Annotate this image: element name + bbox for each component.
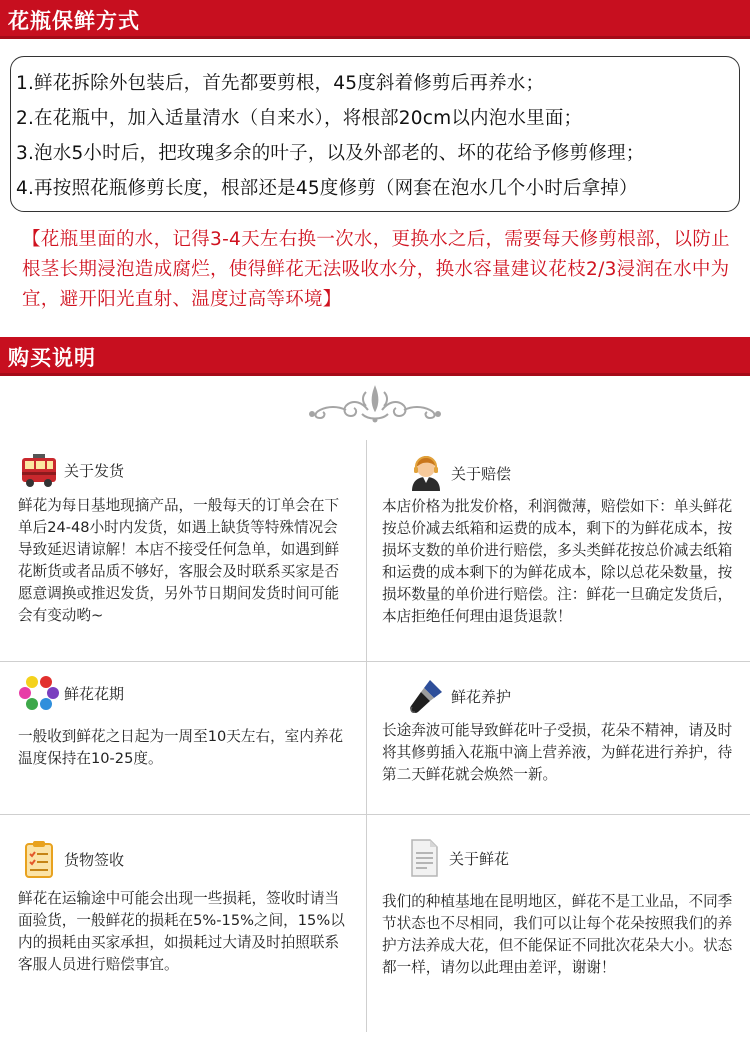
shipping-card-body: 鲜花为每日基地现摘产品，一般每天的订单会在下单后24-48小时内发货，如遇上缺货等特殊情况会导致延迟请谅解！本店不接受任何急单，如遇到鲜花断货或者品质不够好，客服会及时联系买家是否愿意调换或推迟发货，另外节日期间发货时间可能会有变动哟~: [18, 497, 340, 624]
grid-row-divider: [0, 661, 750, 662]
flower-period-card-header: [18, 672, 124, 714]
receipt-card-title: 货物签收: [64, 850, 125, 869]
document-icon: [403, 837, 445, 879]
color-dots-icon: [18, 672, 60, 714]
flower-care-card-body: 长途奔波可能导致鲜花叶子受损，花朵不精神，请及时将其修剪插入花瓶中滴上营养液，为鲜花进行养护，待第二天鲜花就会焕然一新。: [382, 722, 733, 783]
shipping-card-header: [18, 449, 124, 491]
care-step-2: 2.在花瓶中，加入适量清水（自来水），将根部20cm以内泡水里面；: [16, 108, 583, 129]
purchase-info-banner: [0, 337, 750, 376]
banner-underline: [0, 36, 750, 39]
compensation-card-header: [405, 452, 511, 494]
flower-period-card-title: 鲜花花期: [64, 684, 125, 703]
grid-row-divider: [0, 814, 750, 815]
clipboard-icon: [18, 838, 60, 880]
care-step-4: 4.再按照花瓶修剪长度，根部还是45度修剪（网套在泡水几个小时后拿掉）: [16, 178, 638, 199]
water-change-note: 【花瓶里面的水，记得3-4天左右换一次水，更换水之后，需要每天修剪根部，以防止根茎长期浸泡造成腐烂，使得鲜花无法吸收水分，换水容量建议花枝2/3浸润在水中为宜，避开阳光直射、温度过高等环境】: [22, 229, 730, 310]
banner-underline: [0, 373, 750, 376]
about-flowers-card-title: 关于鲜花: [449, 849, 510, 868]
ornament-divider-icon: [306, 380, 444, 426]
receipt-card-header: [18, 838, 124, 880]
customer-service-icon: [405, 452, 447, 494]
fire-truck-icon: [18, 449, 60, 491]
care-method-title: 花瓶保鲜方式: [8, 9, 140, 33]
compensation-card-title: 关于赔偿: [451, 464, 512, 483]
grid-vertical-divider: [366, 440, 367, 1032]
purchase-info-title: 购买说明: [8, 346, 96, 370]
care-step-3: 3.泡水5小时后，把玫瑰多余的叶子，以及外部老的、坏的花给予修剪修理；: [16, 143, 645, 164]
paint-brush-icon: [405, 675, 447, 717]
flower-care-card-title: 鲜花养护: [451, 687, 512, 706]
care-steps-box: [10, 56, 740, 212]
shipping-card-title: 关于发货: [64, 461, 125, 480]
care-step-1: 1.鲜花拆除外包装后，首先都要剪根，45度斜着修剪后再养水；: [16, 73, 545, 94]
flower-care-card-header: [405, 675, 511, 717]
about-flowers-card-header: [403, 837, 509, 879]
receipt-card-body: 鲜花在运输途中可能会出现一些损耗，签收时请当面验货，一般鲜花的损耗在5%-15%之间，15%以内的损耗由买家承担，如损耗过大请及时拍照联系客服人员进行赔偿事宜。: [18, 890, 345, 973]
about-flowers-card-body: 我们的种植基地在昆明地区，鲜花不是工业品，不同季节状态也不尽相同，我们可以让每个花朵按照我们的养护方法养成大花，但不能保证不同批次花朵大小。状态都一样，请勿以此理由差评，谢谢！: [382, 893, 733, 976]
care-method-banner: [0, 0, 750, 39]
compensation-card-body: 本店价格为批发价格，利润微薄，赔偿如下：单头鲜花按总价减去纸箱和运费的成本，剩下的为鲜花成本，按损坏支数的单价进行赔偿，多头类鲜花按总价减去纸箱和运费的成本剩下的为鲜花成本，除以总花朵数量，按损坏数量的单价进行赔偿。注：鲜花一旦确定发货后，本店拒绝任何理由退货退款！: [382, 498, 733, 625]
flower-period-card-body: 一般收到鲜花之日起为一周至10天左右，室内养花温度保持在10-25度。: [18, 728, 344, 767]
